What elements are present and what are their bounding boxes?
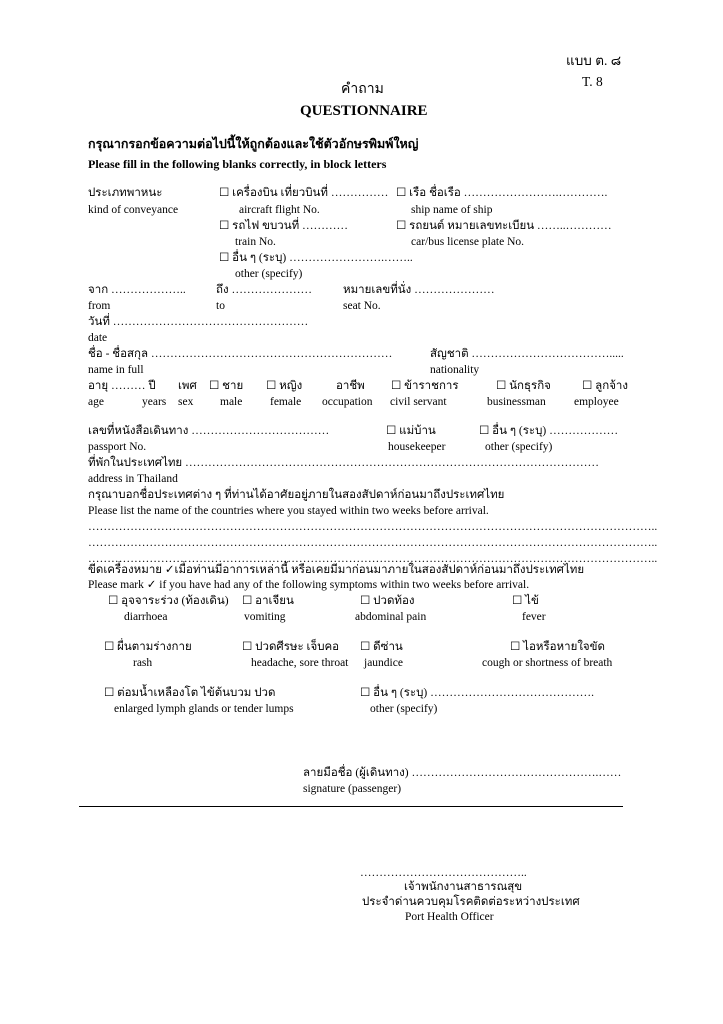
instruction-th: กรุณากรอกข้อความต่อไปนี้ให้ถูกต้องและใช้ตัวอักษรพิมพ์ใหญ่ xyxy=(88,137,419,151)
vomiting-checkbox[interactable]: ☐ อาเจียน xyxy=(242,595,294,607)
diarrhoea-checkbox[interactable]: ☐ อุจจาระร่วง (ท้องเดิน) xyxy=(108,595,229,607)
rash-checkbox[interactable]: ☐ ผื่นตามร่างกาย xyxy=(104,641,192,653)
signature-label-en: signature (passenger) xyxy=(303,783,402,795)
countries-line-1[interactable]: ………………………………………………………………………………………………………………………………….. xyxy=(88,521,658,533)
employee-label-en: employee xyxy=(574,396,619,408)
male-checkbox[interactable]: ☐ ชาย xyxy=(209,380,244,392)
other-conveyance-label-en: other (specify) xyxy=(235,268,303,280)
fever-label-en: fever xyxy=(522,611,546,623)
housekeeper-label-en: housekeeper xyxy=(388,441,446,453)
date-field[interactable]: วันที่ …………………………………………… xyxy=(88,316,309,328)
to-label-en: to xyxy=(216,300,225,312)
sex-label-th: เพศ xyxy=(178,380,197,392)
passport-field[interactable]: เลขที่หนังสือเดินทาง ……………………………… xyxy=(88,425,330,437)
civil-servant-label-en: civil servant xyxy=(390,396,447,408)
car-label-en: car/bus license plate No. xyxy=(411,236,525,248)
date-label-en: date xyxy=(88,332,108,344)
officer-station-th: ประจำด่านควบคุมโรคติดต่อระหว่างประเทศ xyxy=(362,896,580,908)
occupation-label-en: occupation xyxy=(322,396,373,408)
car-option[interactable]: ☐ รถยนต์ หมายเลขทะเบียน ……..………… xyxy=(396,220,612,232)
conveyance-label-th: ประเภทพาหนะ xyxy=(88,187,163,199)
other-symptom-label-en: other (specify) xyxy=(370,703,438,715)
other-conveyance-option[interactable]: ☐ อื่น ๆ (ระบุ) …………………….…….. xyxy=(219,252,413,264)
businessman-checkbox[interactable]: ☐ นักธุรกิจ xyxy=(496,380,551,392)
officer-title-th: เจ้าพนักงานสาธารณสุข xyxy=(404,881,523,893)
symptoms-label-en: Please mark ✓ if you have had any of the following symptoms within two weeks before arrival. xyxy=(88,579,530,591)
rash-label-en: rash xyxy=(133,657,153,669)
other-symptom-checkbox[interactable]: ☐ อื่น ๆ (ระบุ) ……………………………………. xyxy=(360,687,594,699)
vomiting-label-en: vomiting xyxy=(244,611,286,623)
fever-checkbox[interactable]: ☐ ไข้ xyxy=(512,595,539,607)
businessman-label-en: businessman xyxy=(487,396,546,408)
seat-field[interactable]: หมายเลขที่นั่ง ………………… xyxy=(343,284,495,296)
cough-checkbox[interactable]: ☐ ไอหรือหายใจขัด xyxy=(510,641,605,653)
address-label-en: address in Thailand xyxy=(88,473,178,485)
civil-servant-checkbox[interactable]: ☐ ข้าราชการ xyxy=(391,380,459,392)
housekeeper-checkbox[interactable]: ☐ แม่บ้าน xyxy=(386,425,436,437)
ship-option[interactable]: ☐ เรือ ชื่อเรือ …………………….…………. xyxy=(396,187,608,199)
abdominal-pain-checkbox[interactable]: ☐ ปวดท้อง xyxy=(360,595,415,607)
lymph-glands-label-en: enlarged lymph glands or tender lumps xyxy=(114,703,294,715)
symptoms-label-th: ขีดเครื่องหมาย ✓เมื่อท่านมีอาการเหล่านี้ หรือเคยมีมาก่อนมาภายในสองสัปดาห์ก่อนมาถึงประเทศไทย xyxy=(88,564,585,576)
aircraft-label-en: aircraft flight No. xyxy=(239,204,320,216)
male-label-en: male xyxy=(220,396,243,408)
female-checkbox[interactable]: ☐ หญิง xyxy=(266,380,303,392)
officer-title-en: Port Health Officer xyxy=(405,911,494,923)
employee-checkbox[interactable]: ☐ ลูกจ้าง xyxy=(582,380,629,392)
female-label-en: female xyxy=(270,396,302,408)
countries-line-3[interactable]: ………………………………………………………………………………………………………………………………….. xyxy=(88,553,658,565)
officer-signature-line[interactable]: …………………………………….. xyxy=(360,867,527,879)
diarrhoea-label-en: diarrhoea xyxy=(124,611,168,623)
other-occupation-checkbox[interactable]: ☐ อื่น ๆ (ระบุ) ……………… xyxy=(479,425,619,437)
lymph-glands-checkbox[interactable]: ☐ ต่อมน้ำเหลืองโต ไข้ต้นบวม ปวด xyxy=(104,687,276,699)
nationality-label-en: nationality xyxy=(430,364,480,376)
other-occupation-label-en: other (specify) xyxy=(485,441,553,453)
abdominal-pain-label-en: abdominal pain xyxy=(355,611,427,623)
from-label-en: from xyxy=(88,300,111,312)
from-field[interactable]: จาก ……………….. xyxy=(88,284,186,296)
sex-label-en: sex xyxy=(178,396,194,408)
divider-line xyxy=(79,806,623,807)
address-field[interactable]: ที่พักในประเทศไทย ……………………………………………………………………………………………… xyxy=(88,457,600,469)
jaundice-label-en: jaundice xyxy=(364,657,403,669)
countries-label-th: กรุณาบอกชื่อประเทศต่าง ๆ ที่ท่านได้อาศัยอยู่ภายในสองสัปดาห์ก่อนมาถึงประเทศไทย xyxy=(88,489,505,501)
seat-label-en: seat No. xyxy=(343,300,381,312)
to-field[interactable]: ถึง ………………… xyxy=(216,284,312,296)
cough-label-en: cough or shortness of breath xyxy=(482,657,613,669)
instruction-en: Please fill in the following blanks correctly, in block letters xyxy=(88,157,387,171)
page-title: QUESTIONNAIRE xyxy=(300,103,428,119)
train-label-en: train No. xyxy=(235,236,276,248)
nationality-field[interactable]: สัญชาติ ………………………………..... xyxy=(430,348,624,360)
name-label-en: name in full xyxy=(88,364,144,376)
ship-label-en: ship name of ship xyxy=(411,204,493,216)
form-code-en: T. 8 xyxy=(582,74,603,89)
years-label-en: years xyxy=(142,396,167,408)
form-code-th: แบบ ต. ๘ xyxy=(566,53,622,68)
headache-checkbox[interactable]: ☐ ปวดศีรษะ เจ็บคอ xyxy=(242,641,340,653)
countries-line-2[interactable]: ………………………………………………………………………………………………………………………………….. xyxy=(88,537,658,549)
jaundice-checkbox[interactable]: ☐ ดีซ่าน xyxy=(360,641,403,653)
name-field[interactable]: ชื่อ - ชื่อสกุล ……………………………………………………… xyxy=(88,348,393,360)
passport-label-en: passport No. xyxy=(88,441,147,453)
headache-label-en: headache, sore throat xyxy=(251,657,349,669)
age-label-en: age xyxy=(88,396,104,408)
title-th: คำถาม xyxy=(341,82,384,97)
aircraft-option[interactable]: ☐ เครื่องบิน เที่ยวบินที่ …………… xyxy=(219,187,389,199)
age-field[interactable]: อายุ ……… ปี xyxy=(88,380,156,392)
train-option[interactable]: ☐ รถไฟ ขบวนที่ ………… xyxy=(219,220,349,232)
conveyance-label-en: kind of conveyance xyxy=(88,204,179,216)
signature-field[interactable]: ลายมือชื่อ (ผู้เดินทาง) ………………………………………….…… xyxy=(303,767,622,779)
occupation-label-th: อาชีพ xyxy=(336,380,365,392)
countries-label-en: Please list the name of the countries where you stayed within two weeks before arrival. xyxy=(88,505,489,517)
